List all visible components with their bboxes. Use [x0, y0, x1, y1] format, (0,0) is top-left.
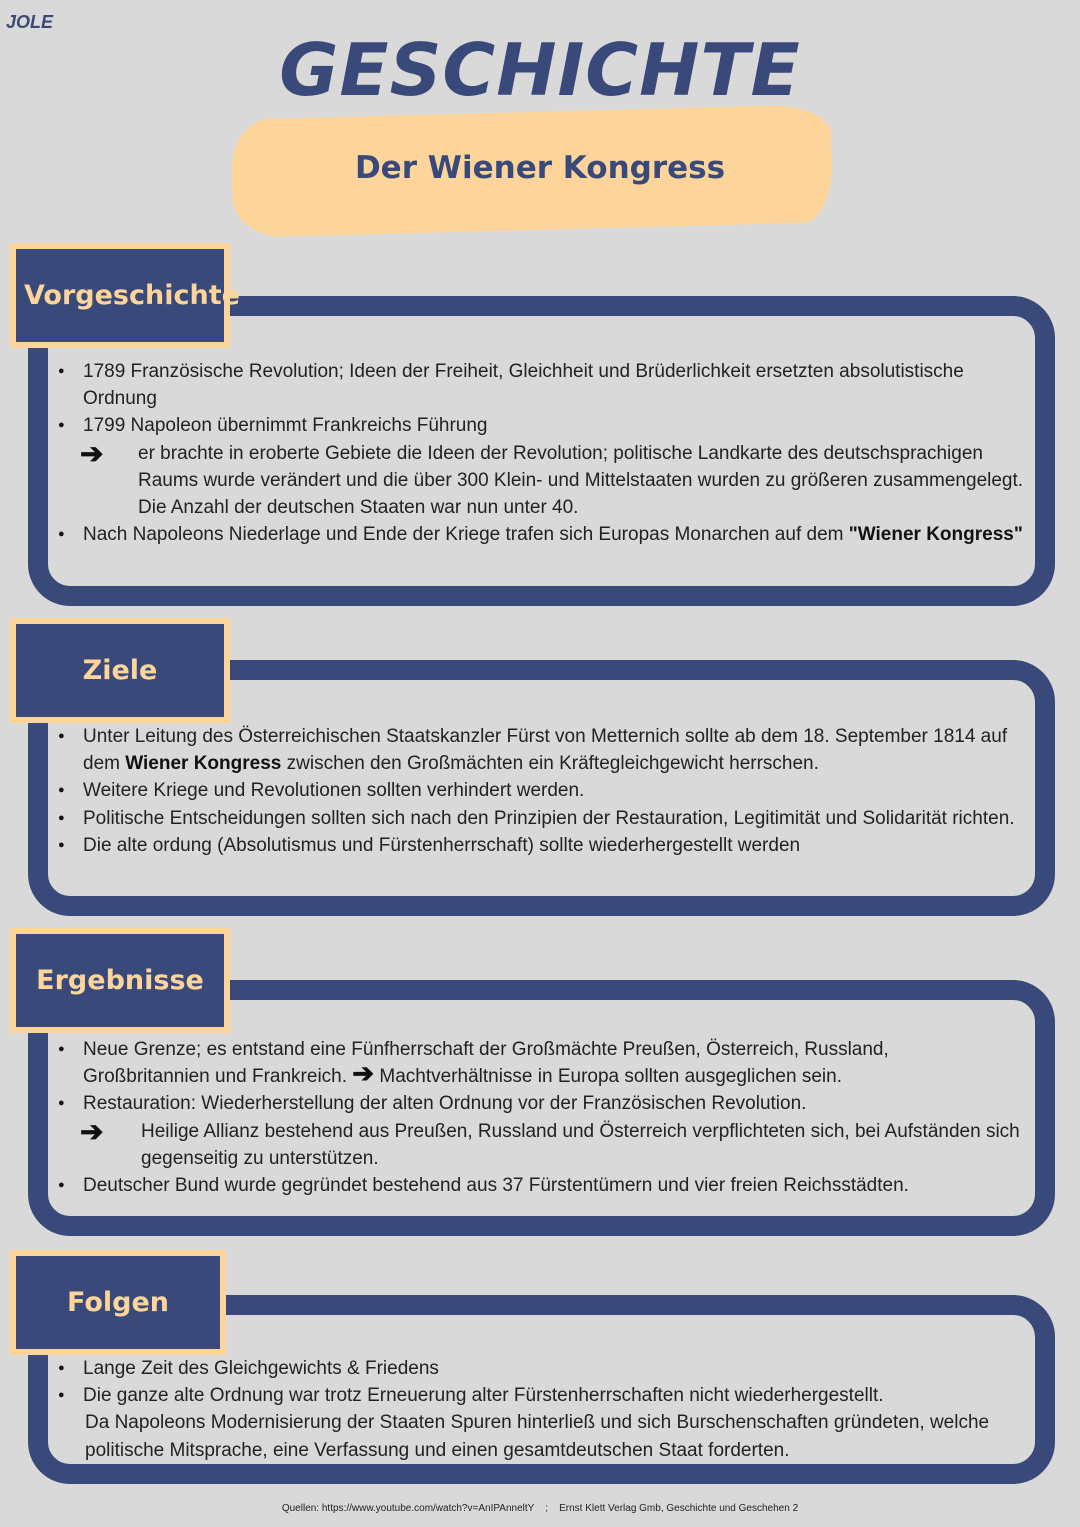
page-subtitle: Der Wiener Kongress: [354, 150, 726, 186]
section-content-folgen: [58, 1355, 1035, 1464]
list-item: ● Die ganze alte Ordnung war trotz Erneuerung alter Fürstenherrschaften nicht wiederhergestellt.: [58, 1382, 1035, 1409]
list-item-continuation: Da Napoleons Modernisierung der Staaten Spuren hinterließ und sich Burschenschaften gründeten, welche politische Mitsprache, eine Verfassung und einen gesamtdeutschen Staat forderten.: [85, 1412, 990, 1461]
section-heading-ziele: Ziele: [10, 618, 230, 723]
arrow-icon: ➔: [80, 1115, 104, 1147]
section-content-ziele: [58, 723, 1035, 859]
list-item: ● Restauration: Wiederherstellung der alten Ordnung vor der Französischen Revolution.: [58, 1090, 1035, 1117]
list-item: ● Politische Entscheidungen sollten sich nach den Prinzipien der Restauration, Legitimität und Solidarität richten.: [58, 805, 1035, 832]
arrow-icon: ➔: [80, 437, 104, 469]
author-label: JOLE: [6, 12, 54, 32]
subitem-text: er brachte in eroberte Gebiete die Ideen der Revolution; politische Landkarte des deutschsprachigen Raums wurde verändert und die über 300 Klein- und Mittelstaaten wurden zu größeren zusammengelegt. Die Anzahl der deutschen Staaten war nun unter 40.: [138, 442, 1024, 519]
item-text: Machtverhältnisse in Europa sollten ausgeglichen sein.: [374, 1066, 842, 1088]
list-item: ● 1789 Französische Revolution; Ideen der Freiheit, Gleichheit und Brüderlichkeit ersetzten absolutistische Ordnung: [58, 358, 1035, 412]
list-item: ● Weitere Kriege und Revolutionen sollten verhindert werden.: [58, 777, 1035, 804]
list-item: [58, 1036, 1035, 1090]
subitem-text: Heilige Allianz bestehend aus Preußen, Russland und Österreich verpflichteten sich, bei Aufständen sich gegenseitig zu unterstützen.: [141, 1120, 1020, 1169]
item-text: Neue Grenze; es entstand eine Fünfherrschaft der Großmächte Preußen, Österreich, Russland, Großbritannien und Frankreich.: [83, 1039, 889, 1088]
section-content-vorgeschichte: [58, 358, 1035, 548]
section-heading-ergebnisse: Ergebnisse: [10, 928, 230, 1033]
list-subitem: [58, 1115, 1035, 1172]
list-item: ● Deutscher Bund wurde gegründet bestehend aus 37 Fürstentümern und vier freien Reichsstädten.: [58, 1172, 1035, 1199]
item-bold-text: "Wiener Kongress": [848, 524, 1023, 546]
footer-sources: Quellen: https://www.youtube.com/watch?v=AnIPAnneltY ; Ernst Klett Verlag Gmb, Geschichte und Geschehen 2: [281, 1503, 799, 1514]
list-item: ● Die alte ordung (Absolutismus und Fürstenherrschaft) sollte wiederhergestellt werden: [58, 832, 1035, 859]
section-heading-vorgeschichte: Vorgeschichte: [10, 243, 230, 348]
item-text: zwischen den Großmächten ein Kräftegleichgewicht herrschen.: [281, 753, 819, 775]
item-text: Nach Napoleons Niederlage und Ende der Kriege trafen sich Europas Monarchen auf dem: [83, 524, 849, 546]
section-content-ergebnisse: [58, 1036, 1035, 1199]
arrow-icon: ➔: [352, 1058, 375, 1089]
list-subitem: [58, 437, 1035, 522]
list-item: [58, 521, 1035, 548]
list-item: ● 1799 Napoleon übernimmt Frankreichs Führung: [58, 412, 1035, 439]
item-bold-text: Wiener Kongress: [125, 753, 282, 775]
list-item: [58, 723, 1035, 777]
section-heading-folgen: Folgen: [10, 1250, 226, 1355]
page-title: GESCHICHTE: [279, 28, 801, 112]
list-item: ● Lange Zeit des Gleichgewichts & Friedens: [58, 1355, 1035, 1382]
item-text: Unter Leitung des Österreichischen Staatskanzler Fürst von Metternich sollte ab dem 18. September 1814 auf dem: [83, 726, 1008, 775]
